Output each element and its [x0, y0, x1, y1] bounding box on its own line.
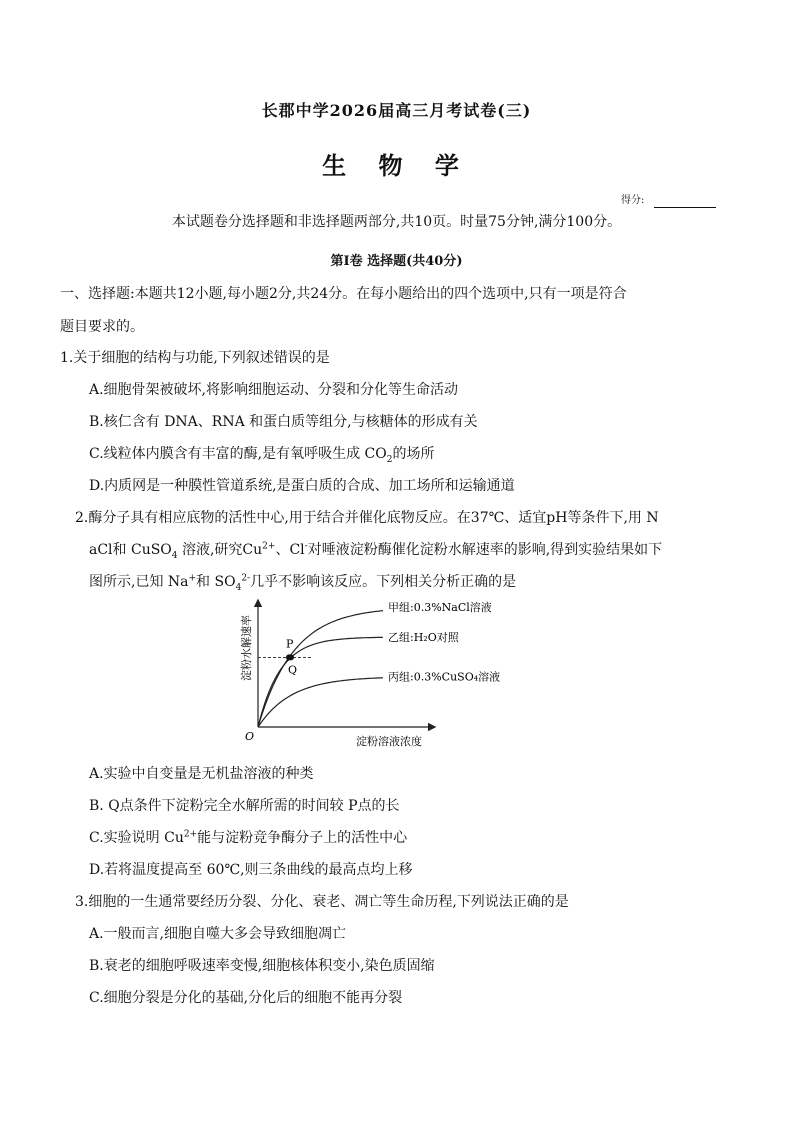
question-2-option-a: A.实验中自变量是无机盐溶液的种类 — [89, 766, 314, 782]
section-heading: 第Ⅰ卷 选择题(共40分) — [330, 254, 463, 269]
enzyme-rate-chart — [234, 593, 554, 753]
score-label: 得分: — [621, 195, 645, 206]
series-label-2: 乙组:H₂O对照 — [388, 631, 459, 644]
question-1-option-b: B.核仁含有 DNA、RNA 和蛋白质等组分,与核糖体的形成有关 — [89, 414, 478, 430]
point-label-p: P — [286, 637, 294, 651]
y-axis-label: 淀粉水解速率 — [240, 615, 253, 681]
question-3-option-a: A.一般而言,细胞自噬大多会导致细胞凋亡 — [89, 926, 347, 942]
series-label-1: 甲组:0.3%NaCl溶液 — [388, 601, 492, 614]
question-2-option-c: C.实验说明 $Cu^{2+}$能与淀粉竞争酶分子上的活性中心 — [89, 829, 408, 846]
x-axis-label: 淀粉溶液浓度 — [356, 735, 422, 748]
question-2-stem-line3: 图所示,已知 Na+和 $SO_4^{2-}$几乎不影响该反应。下列相关分析正确的是 — [89, 573, 517, 593]
curve-1 — [258, 611, 383, 727]
question-2-stem-line2: aCl和 CuSO$_4$ 溶液,研究$Cu^{2+}$、Cl-对唾液淀粉酶催化淀粉水解速率的影响,得到实验结果如下 — [89, 541, 663, 561]
section-instruction-line1: 一、选择题:本题共12小题,每小题2分,共24分。在每小题给出的四个选项中,只有一项是符合 — [60, 286, 627, 302]
exam-intro: 本试题卷分选择题和非选择题两部分,共10页。时量75分钟,满分100分。 — [171, 214, 622, 230]
curve-2 — [258, 637, 383, 727]
question-3-option-b: B.衰老的细胞呼吸速率变慢,细胞核体积变小,染色质固缩 — [89, 958, 435, 974]
question-2-option-d: D.若将温度提高至 60℃,则三条曲线的最高点均上移 — [89, 862, 413, 878]
question-2-stem-line1: 2.酶分子具有相应底物的活性中心,用于结合并催化底物反应。在37℃、适宜pH等条件下,用 N — [75, 510, 659, 526]
question-3-option-c: C.细胞分裂是分化的基础,分化后的细胞不能再分裂 — [89, 990, 403, 1006]
question-2-option-b: B. Q点条件下淀粉完全水解所需的时间较 P点的长 — [89, 798, 400, 814]
curve-3 — [258, 678, 383, 727]
exam-title: 长郡中学2026届高三月考试卷(三) — [261, 101, 532, 120]
origin-label: O — [245, 730, 255, 743]
subject-title: 生 物 学 — [322, 151, 471, 180]
point-q — [288, 654, 294, 660]
series-label-3: 丙组:0.3%CuSO₄溶液 — [388, 670, 501, 684]
question-3-stem: 3.细胞的一生通常要经历分裂、分化、衰老、凋亡等生命历程,下列说法正确的是 — [75, 894, 569, 910]
question-1-option-c: C.线粒体内膜含有丰富的酶,是有氧呼吸生成 $CO_2$的场所 — [89, 446, 435, 465]
question-1-option-a: A.细胞骨架被破坏,将影响细胞运动、分裂和分化等生命活动 — [89, 382, 459, 398]
question-1-option-d: D.内质网是一种膜性管道系统,是蛋白质的合成、加工场所和运输通道 — [89, 478, 515, 494]
point-label-q: Q — [288, 663, 298, 677]
section-instruction-line2: 题目要求的。 — [60, 319, 144, 335]
score-blank — [654, 207, 716, 208]
question-1-stem: 1.关于细胞的结构与功能,下列叙述错误的是 — [60, 350, 330, 366]
